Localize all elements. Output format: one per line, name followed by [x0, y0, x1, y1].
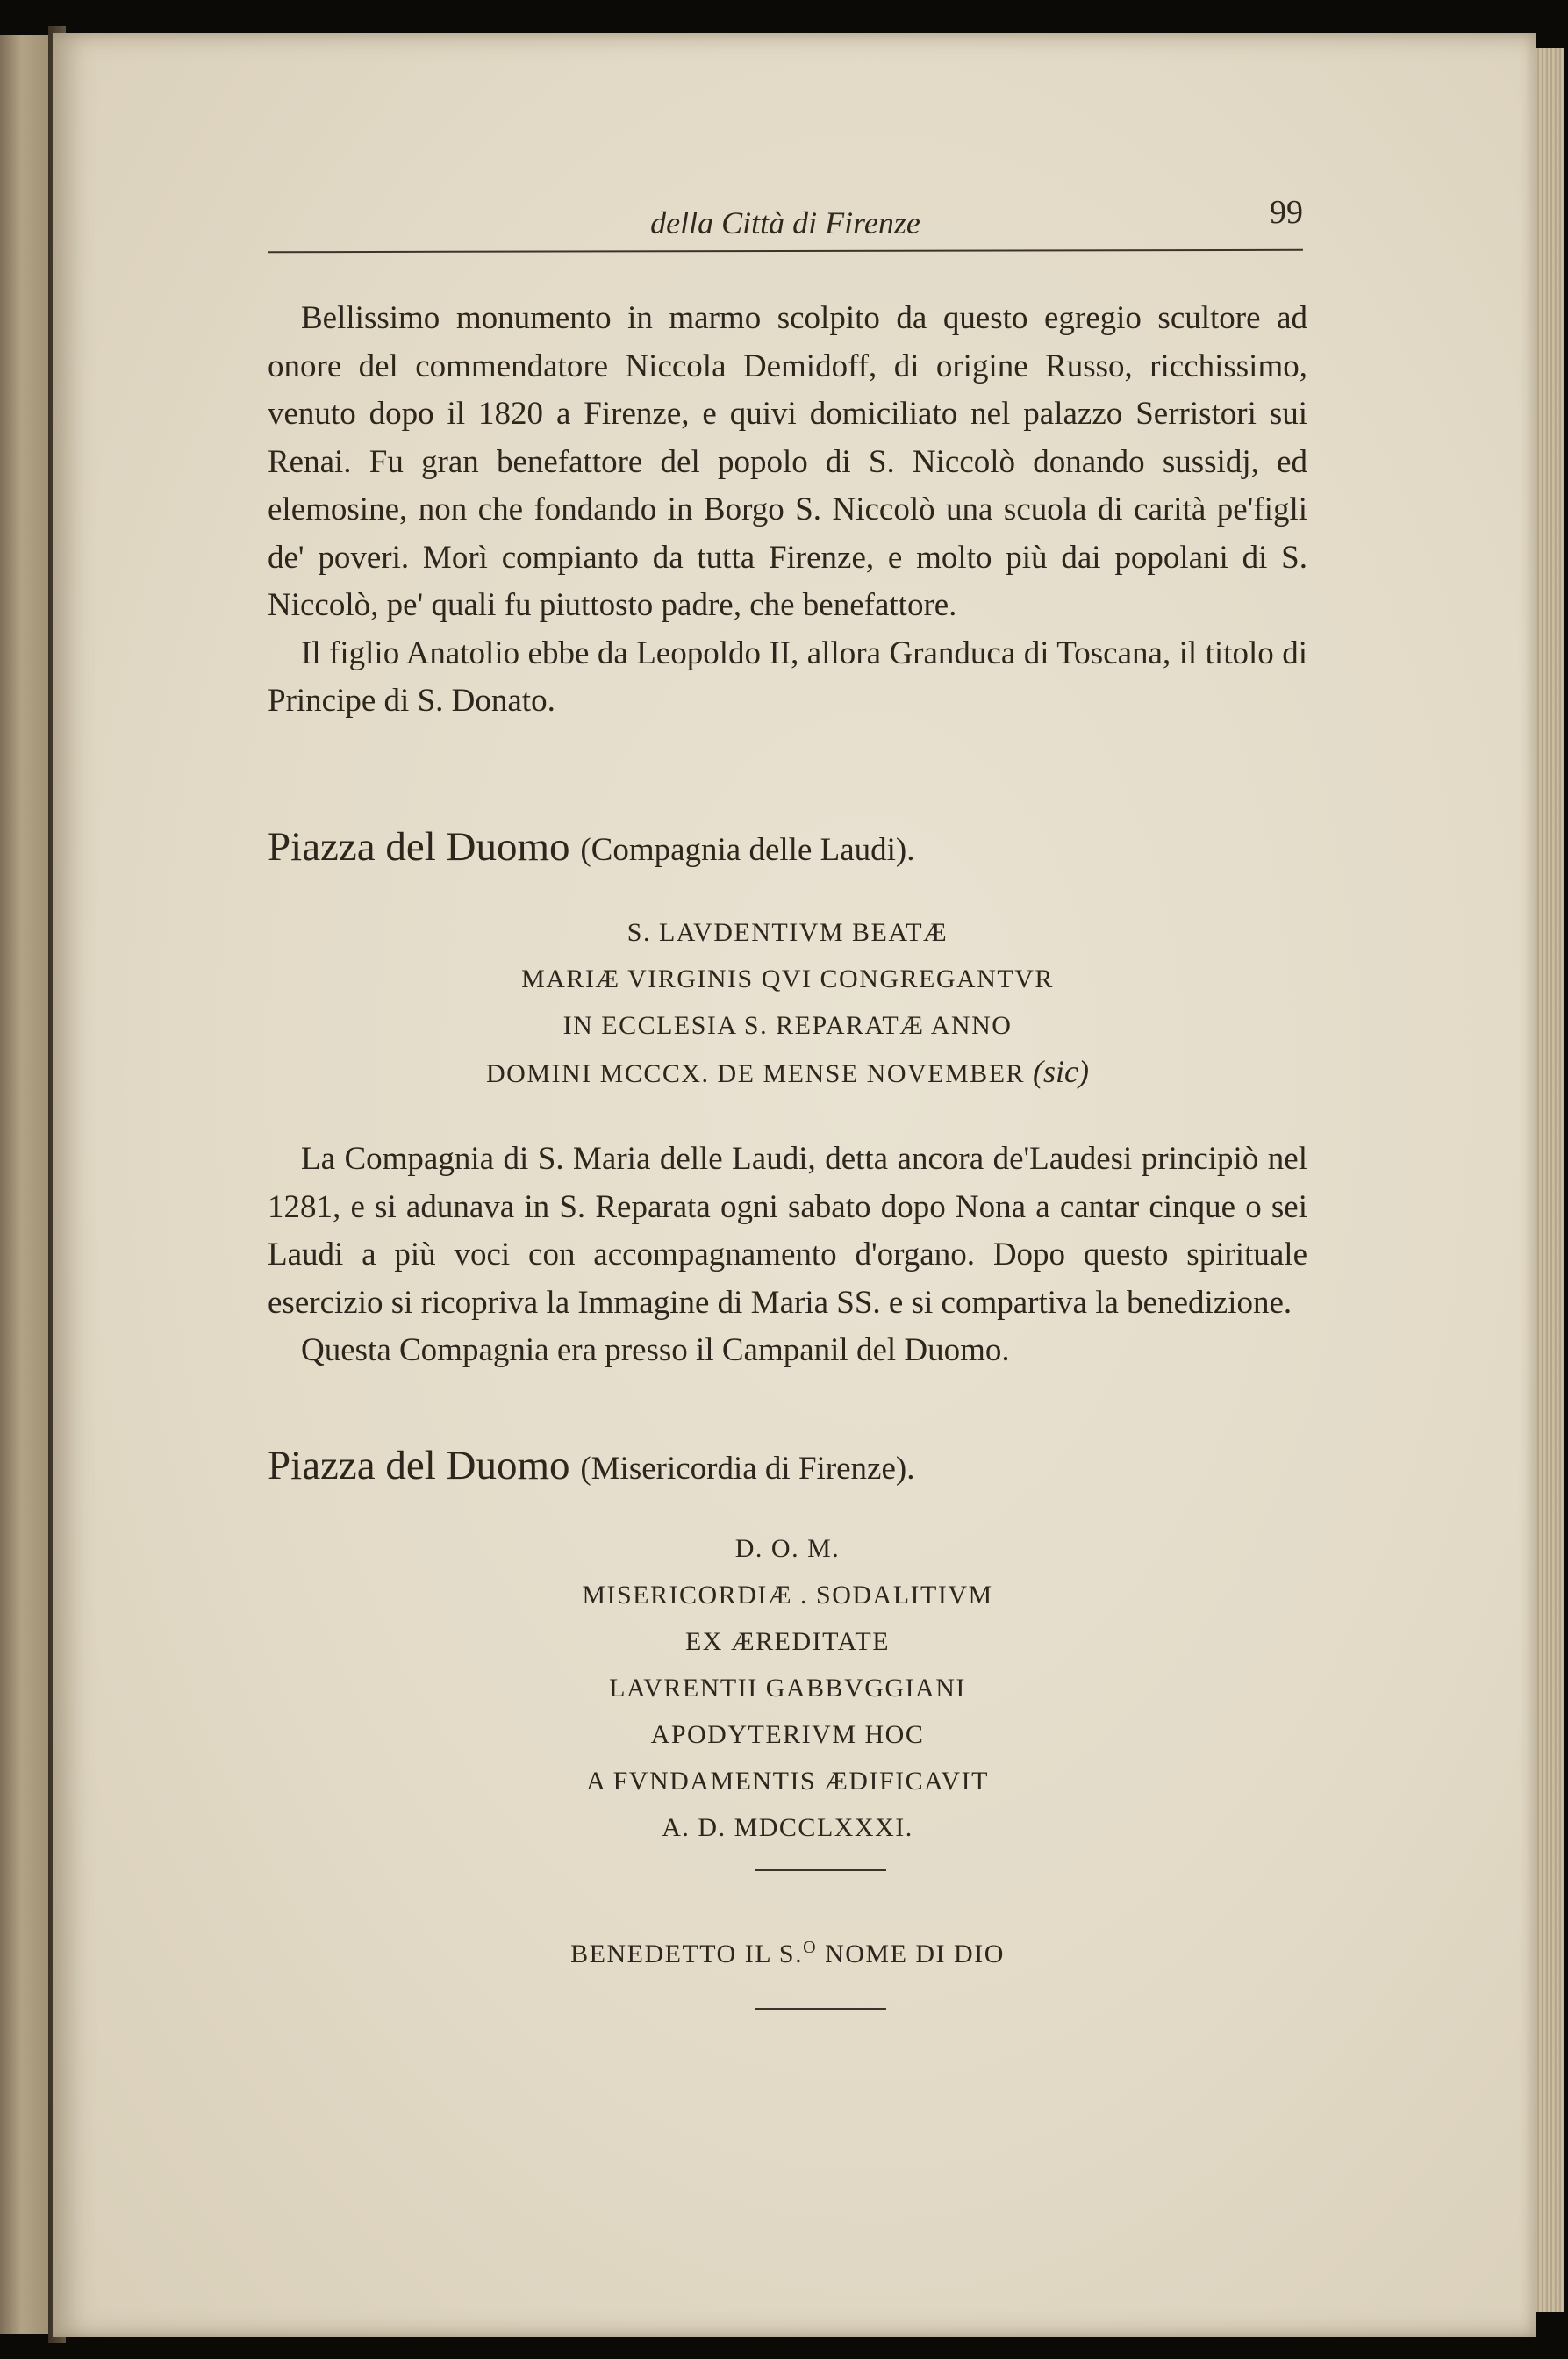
- closing-superscript: O: [803, 1938, 818, 1957]
- inscription-line-with-sic: [268, 1049, 1307, 1097]
- book-page: [53, 33, 1536, 2337]
- section-heading-laudi-subtitle: (Compagnia delle Laudi).: [580, 832, 915, 868]
- inscription-misericordia: [268, 1525, 1307, 1851]
- page-number: 99: [1270, 194, 1303, 231]
- section-heading-laudi-title: Piazza del Duomo: [268, 824, 570, 870]
- paragraph-demidoff-monument: Bellissimo monumento in marmo scolpito da questo egregio scultore ad onore del commendatore Niccola Demidoff, di origine Russo, ricchissimo, venuto dopo il 1820 a Firenze, e quivi domiciliato nel palazzo Serristori sui Renai. Fu gran benefattore del popolo di S. Niccolò donando sussidj, ed elemosine, non che fondando in Borgo S. Niccolò una scuola di carità pe'figli de' poveri. Morì compianto da tutta Firenze, e molto più dai popolani di S. Niccolò, pe' quali fu piuttosto padre, che benefattore.: [268, 300, 1307, 623]
- section-heading-misericordia-title: Piazza del Duomo: [268, 1443, 570, 1488]
- section-heading-laudi: [268, 823, 915, 871]
- closing-text: BENEDETTO IL S.: [570, 1940, 804, 1968]
- paragraph-compagnia-laudi: La Compagnia di S. Maria delle Laudi, detta ancora de'Laudesi principiò nel 1281, e si adunava in S. Reparata ogni sabato dopo Nona a cantar cinque o sei Laudi a più voci con accompagnamento d'organo. Dopo questo spirituale esercizio si ricopriva la Immagine di Maria SS. e si compartiva la benedizione.: [268, 1141, 1307, 1321]
- previous-page-edge: [0, 35, 54, 2334]
- inscription-line: S. LAVDENTIVM BEATÆ: [626, 918, 949, 947]
- inscription-line: MISERICORDIÆ . SODALITIVM: [582, 1581, 993, 1610]
- inscription-line: DOMINI MCCCX. DE MENSE NOVEMBER: [486, 1059, 1026, 1088]
- inscription-line: IN ECCLESIA S. REPARATÆ ANNO: [562, 1011, 1013, 1040]
- inscription-line: D. O. M.: [734, 1534, 841, 1563]
- header-rule: [268, 249, 1303, 253]
- inscription-line: A. D. MDCCLXXXI.: [662, 1813, 913, 1842]
- separator-rule-top: [755, 1869, 886, 1871]
- inscription-line: A FVNDAMENTIS ÆDIFICAVIT: [586, 1767, 989, 1796]
- closing-inscription: [268, 1938, 1307, 1969]
- section-heading-misericordia: [268, 1442, 914, 1489]
- page-content: [53, 33, 1536, 2337]
- separator-rule-bottom: [755, 2008, 886, 2010]
- closing-text-end: NOME DI DIO: [817, 1940, 1005, 1968]
- paragraph-campanile: Questa Compagnia era presso il Campanil del Duomo.: [301, 1332, 1010, 1368]
- paragraph-anatolio: Il figlio Anatolio ebbe da Leopoldo II, allora Granduca di Toscana, il titolo di Principe di S. Donato.: [268, 635, 1307, 719]
- running-title: della Città di Firenze: [650, 205, 920, 240]
- inscription-line: MARIÆ VIRGINIS QVI CONGREGANTVR: [521, 964, 1054, 993]
- section-heading-misericordia-subtitle: (Misericordia di Firenze).: [580, 1451, 915, 1487]
- laudi-text-block: [268, 1136, 1307, 1375]
- sic-annotation: (sic): [1033, 1054, 1089, 1089]
- inscription-line: APODYTERIVM HOC: [650, 1720, 925, 1749]
- demidoff-text-block: [268, 295, 1307, 726]
- inscription-line: EX ÆREDITATE: [684, 1627, 891, 1656]
- running-head: [268, 174, 1303, 240]
- inscription-laudi: [268, 909, 1307, 1097]
- inscription-line: LAVRENTII GABBVGGIANI: [609, 1674, 966, 1703]
